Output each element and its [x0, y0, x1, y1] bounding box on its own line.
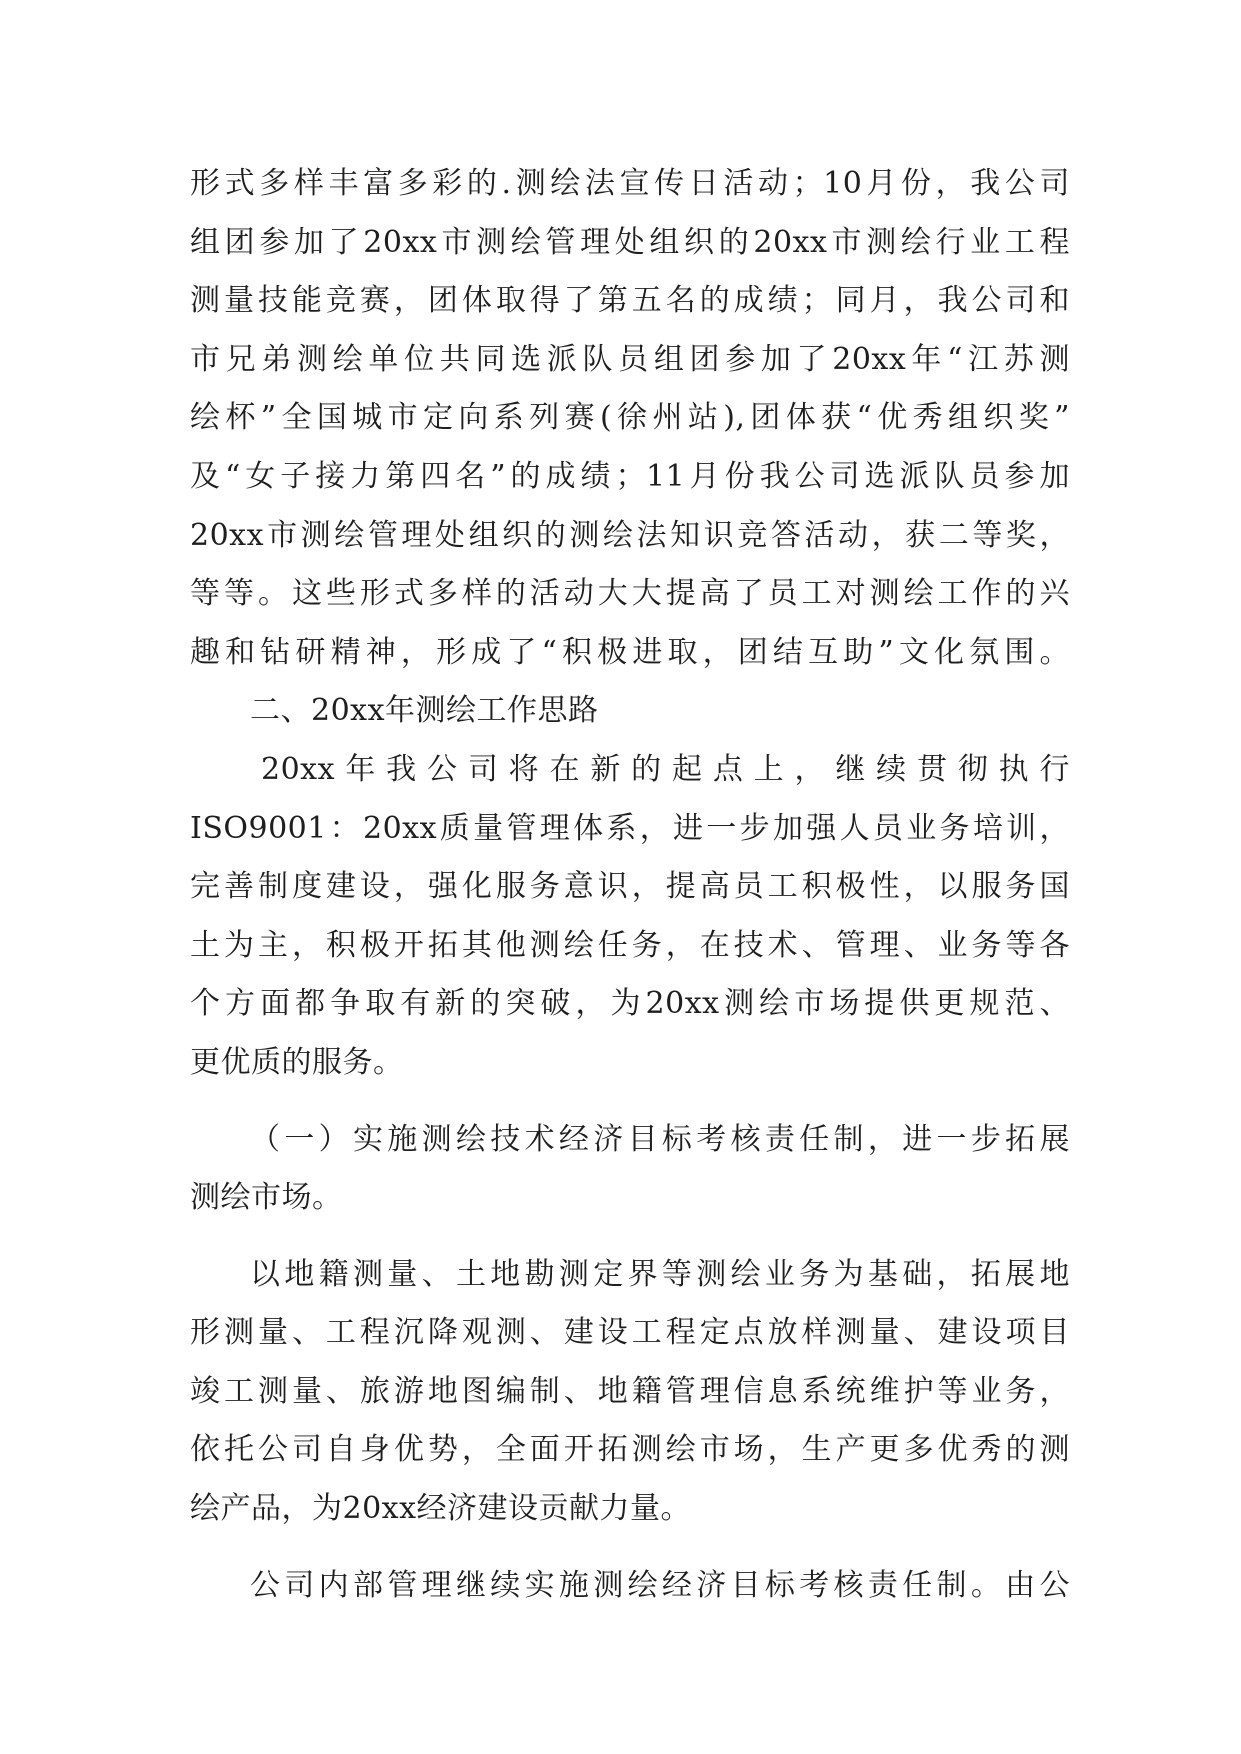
text-line: 绘杯”全国城市定向系列赛(徐州站),团体获“优秀组织奖” — [190, 400, 1070, 436]
subsection-heading: （一）实施测绘技术经济目标考核责任制，进一步拓展 — [250, 1121, 1070, 1157]
text-line: 更优质的服务。 — [190, 1044, 404, 1080]
text-line: 等等。这些形式多样的活动大大提高了员工对测绘工作的兴 — [190, 576, 1070, 612]
document-body — [190, 155, 1070, 1615]
text-line: 个方面都争取有新的突破，为20xx测绘市场提供更规范、 — [190, 986, 1070, 1022]
section-heading: 二、20xx年测绘工作思路 — [250, 693, 599, 729]
text-line: ISO9001：20xx质量管理体系，进一步加强人员业务培训， — [190, 810, 1070, 846]
text-line: 及“女子接力第四名”的成绩；11月份我公司选派队员参加 — [190, 458, 1070, 494]
text-line: 20xx市测绘管理处组织的测绘法知识竞答活动，获二等奖， — [190, 517, 1070, 553]
text-line: 形测量、工程沉降观测、建设工程定点放样测量、建设项目 — [190, 1315, 1070, 1351]
paragraph-gap — [190, 1093, 1070, 1111]
text-line: 土为主，积极开拓其他测绘任务，在技术、管理、业务等各 — [190, 927, 1070, 963]
text-line: 依托公司自身优势，全面开拓测绘市场，生产更多优秀的测 — [190, 1432, 1070, 1468]
text-line: 形式多样丰富多彩的.测绘法宣传日活动；10月份，我公司 — [190, 166, 1070, 201]
text-line: 市兄弟测绘单位共同选派队员组团参加了20xx年“江苏测 — [190, 341, 1070, 377]
paragraph-gap — [190, 1539, 1070, 1557]
text-line: 组团参加了20xx市测绘管理处组织的20xx市测绘行业工程 — [190, 224, 1070, 260]
text-line: 20xx年我公司将在新的起点上，继续贯彻执行 — [261, 751, 1070, 787]
text-line: 竣工测量、旅游地图编制、地籍管理信息系统维护等业务， — [190, 1373, 1070, 1409]
text-line: 绘产品，为20xx经济建设贡献力量。 — [190, 1491, 692, 1527]
paragraph-gap — [190, 1228, 1070, 1246]
text-line: 以地籍测量、土地勘测定界等测绘业务为基础，拓展地 — [250, 1256, 1070, 1292]
subsection-heading-cont: 测绘市场。 — [190, 1180, 343, 1216]
text-line: 完善制度建设，强化服务意识，提高员工积极性，以服务国 — [190, 869, 1070, 905]
text-line: 公司内部管理继续实施测绘经济目标考核责任制。由公 — [250, 1567, 1070, 1603]
text-line: 趣和钻研精神，形成了“积极进取，团结互助”文化氛围。 — [190, 634, 1070, 670]
text-line: 测量技能竞赛，团体取得了第五名的成绩；同月，我公司和 — [190, 283, 1070, 319]
